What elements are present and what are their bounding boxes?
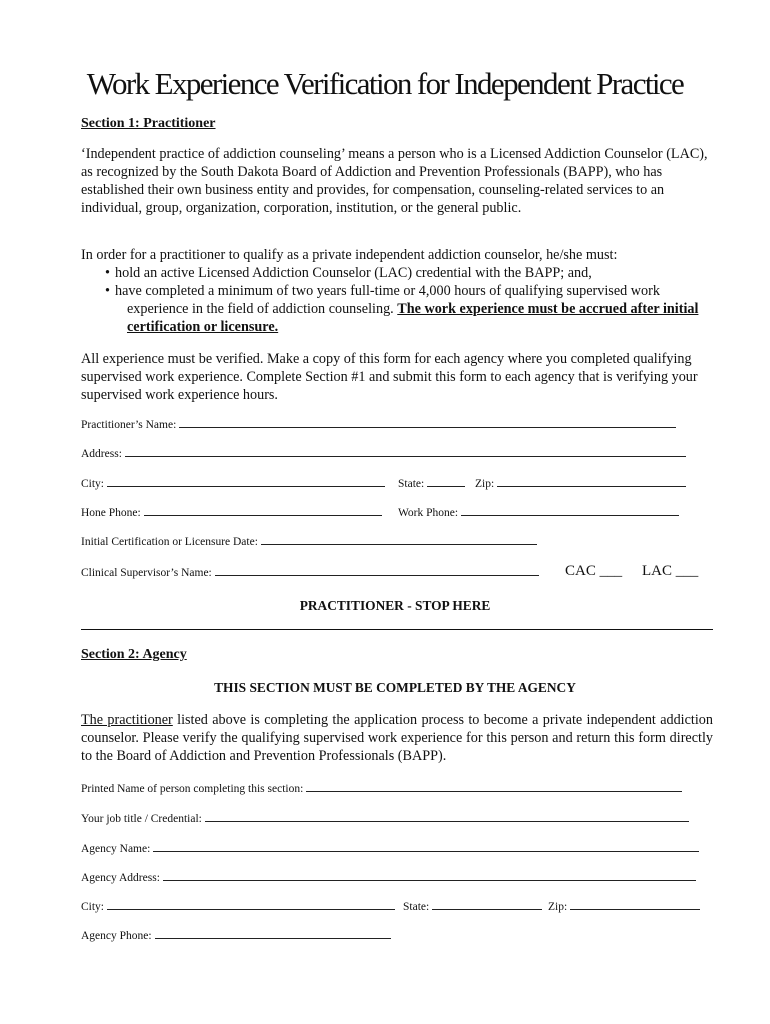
definition-paragraph: ‘Independent practice of addiction counseling’ means a person who is a Licensed Addiction Counselor (LAC), as recognized by the South Dakota Board of Addiction and Prevention Professionals (BAPP), who has established their own business entity and provides, for compensation, counseling-related services to an individual, group, organization, corporation, institution, or the general public. <box>81 146 708 216</box>
address-field[interactable] <box>125 445 686 457</box>
list-item <box>81 264 701 282</box>
agency-name-field[interactable] <box>153 840 699 852</box>
agency-phone-field[interactable] <box>155 927 391 939</box>
job-title-row <box>81 810 689 827</box>
section-divider <box>81 629 713 630</box>
field-label: Your job title / Credential: <box>81 813 202 825</box>
stop-notice: PRACTITIONER - STOP HERE <box>299 598 491 613</box>
printed-name-row <box>81 780 682 797</box>
work-phone-field[interactable] <box>461 504 679 516</box>
field-label: Agency Name: <box>81 843 151 855</box>
bullet-icon: • <box>105 265 110 281</box>
qualify-intro: In order for a practitioner to qualify as a private independent addiction counselor, he/she must: <box>81 247 618 263</box>
supervisor-row <box>81 564 539 581</box>
agency-address-field[interactable] <box>163 869 696 881</box>
instructions-paragraph: All experience must be verified. Make a copy of this form for each agency where you completed qualifying supervised work experience. Complete Section #1 and submit this form to each agency that is verifying your supervised work experience hours. <box>81 351 698 403</box>
agency-phone-row <box>81 927 391 944</box>
practitioner-name-row <box>81 416 676 433</box>
lac-option[interactable]: LAC ___ <box>642 563 699 579</box>
field-label: Printed Name of person completing this section: <box>81 783 304 795</box>
field-label: Clinical Supervisor’s Name: <box>81 567 212 579</box>
work-phone-group <box>398 504 679 521</box>
field-label: Practitioner’s Name: <box>81 419 177 431</box>
initial-date-row <box>81 533 537 550</box>
zip-group <box>475 475 686 492</box>
home-phone-row <box>81 504 382 521</box>
agency-name-row <box>81 840 699 857</box>
field-label: Work Phone: <box>398 507 459 519</box>
section1-heading: Section 1: Practitioner <box>81 116 216 131</box>
practitioner-name-field[interactable] <box>179 416 676 428</box>
field-label: State: <box>398 478 425 490</box>
agency-address-row <box>81 869 696 886</box>
agency-zip-field[interactable] <box>570 898 700 910</box>
agency-state-group <box>403 898 542 915</box>
agency-city-row <box>81 898 395 915</box>
field-label: Hone Phone: <box>81 507 141 519</box>
supervisor-field[interactable] <box>215 564 539 576</box>
field-label: Zip: <box>475 478 495 490</box>
field-label: City: <box>81 478 105 490</box>
job-title-field[interactable] <box>205 810 689 822</box>
city-state-zip-row <box>81 475 385 492</box>
requirements-list <box>81 264 701 336</box>
agency-city-field[interactable] <box>107 898 395 910</box>
requirement-text: hold an active Licensed Addiction Counselor (LAC) credential with the BAPP; and, <box>115 265 592 281</box>
agency-state-field[interactable] <box>432 898 542 910</box>
field-label: Zip: <box>548 901 568 913</box>
requirement-text: have completed a minimum of two years full-time or 4,000 hours of qualifying supervised work experience in the field of addiction counseling. <box>115 283 660 317</box>
agency-notice: THIS SECTION MUST BE COMPLETED BY THE AGENCY <box>214 680 576 695</box>
section2-heading: Section 2: Agency <box>81 647 187 662</box>
field-label: Agency Phone: <box>81 930 152 942</box>
intro-text: listed above is completing the application process to become a private independent addiction counselor. Please verify the qualifying supervised work experience for this person and return this form directly to the Board of Addiction and Prevention Professionals (BAPP). <box>81 712 713 764</box>
state-field[interactable] <box>427 475 465 487</box>
page-title: Work Experience Verification for Independent Practice <box>86 66 684 101</box>
field-label: City: <box>81 901 105 913</box>
zip-field[interactable] <box>497 475 686 487</box>
agency-intro-paragraph <box>81 711 713 765</box>
city-field[interactable] <box>107 475 385 487</box>
field-label: Address: <box>81 448 122 460</box>
intro-underlined: The practitioner <box>81 712 173 728</box>
list-item <box>81 282 701 336</box>
requirement-emphasis: The work experience must be accrued after initial certification or licensure. <box>127 301 699 335</box>
agency-zip-group <box>548 898 700 915</box>
field-label: State: <box>403 901 430 913</box>
cac-option[interactable]: CAC ___ <box>565 563 623 579</box>
bullet-icon: • <box>105 283 110 299</box>
printed-name-field[interactable] <box>306 780 682 792</box>
field-label: Agency Address: <box>81 872 160 884</box>
initial-date-field[interactable] <box>261 533 537 545</box>
home-phone-field[interactable] <box>144 504 382 516</box>
state-group <box>398 475 465 492</box>
field-label: Initial Certification or Licensure Date: <box>81 536 258 548</box>
address-row <box>81 445 686 462</box>
